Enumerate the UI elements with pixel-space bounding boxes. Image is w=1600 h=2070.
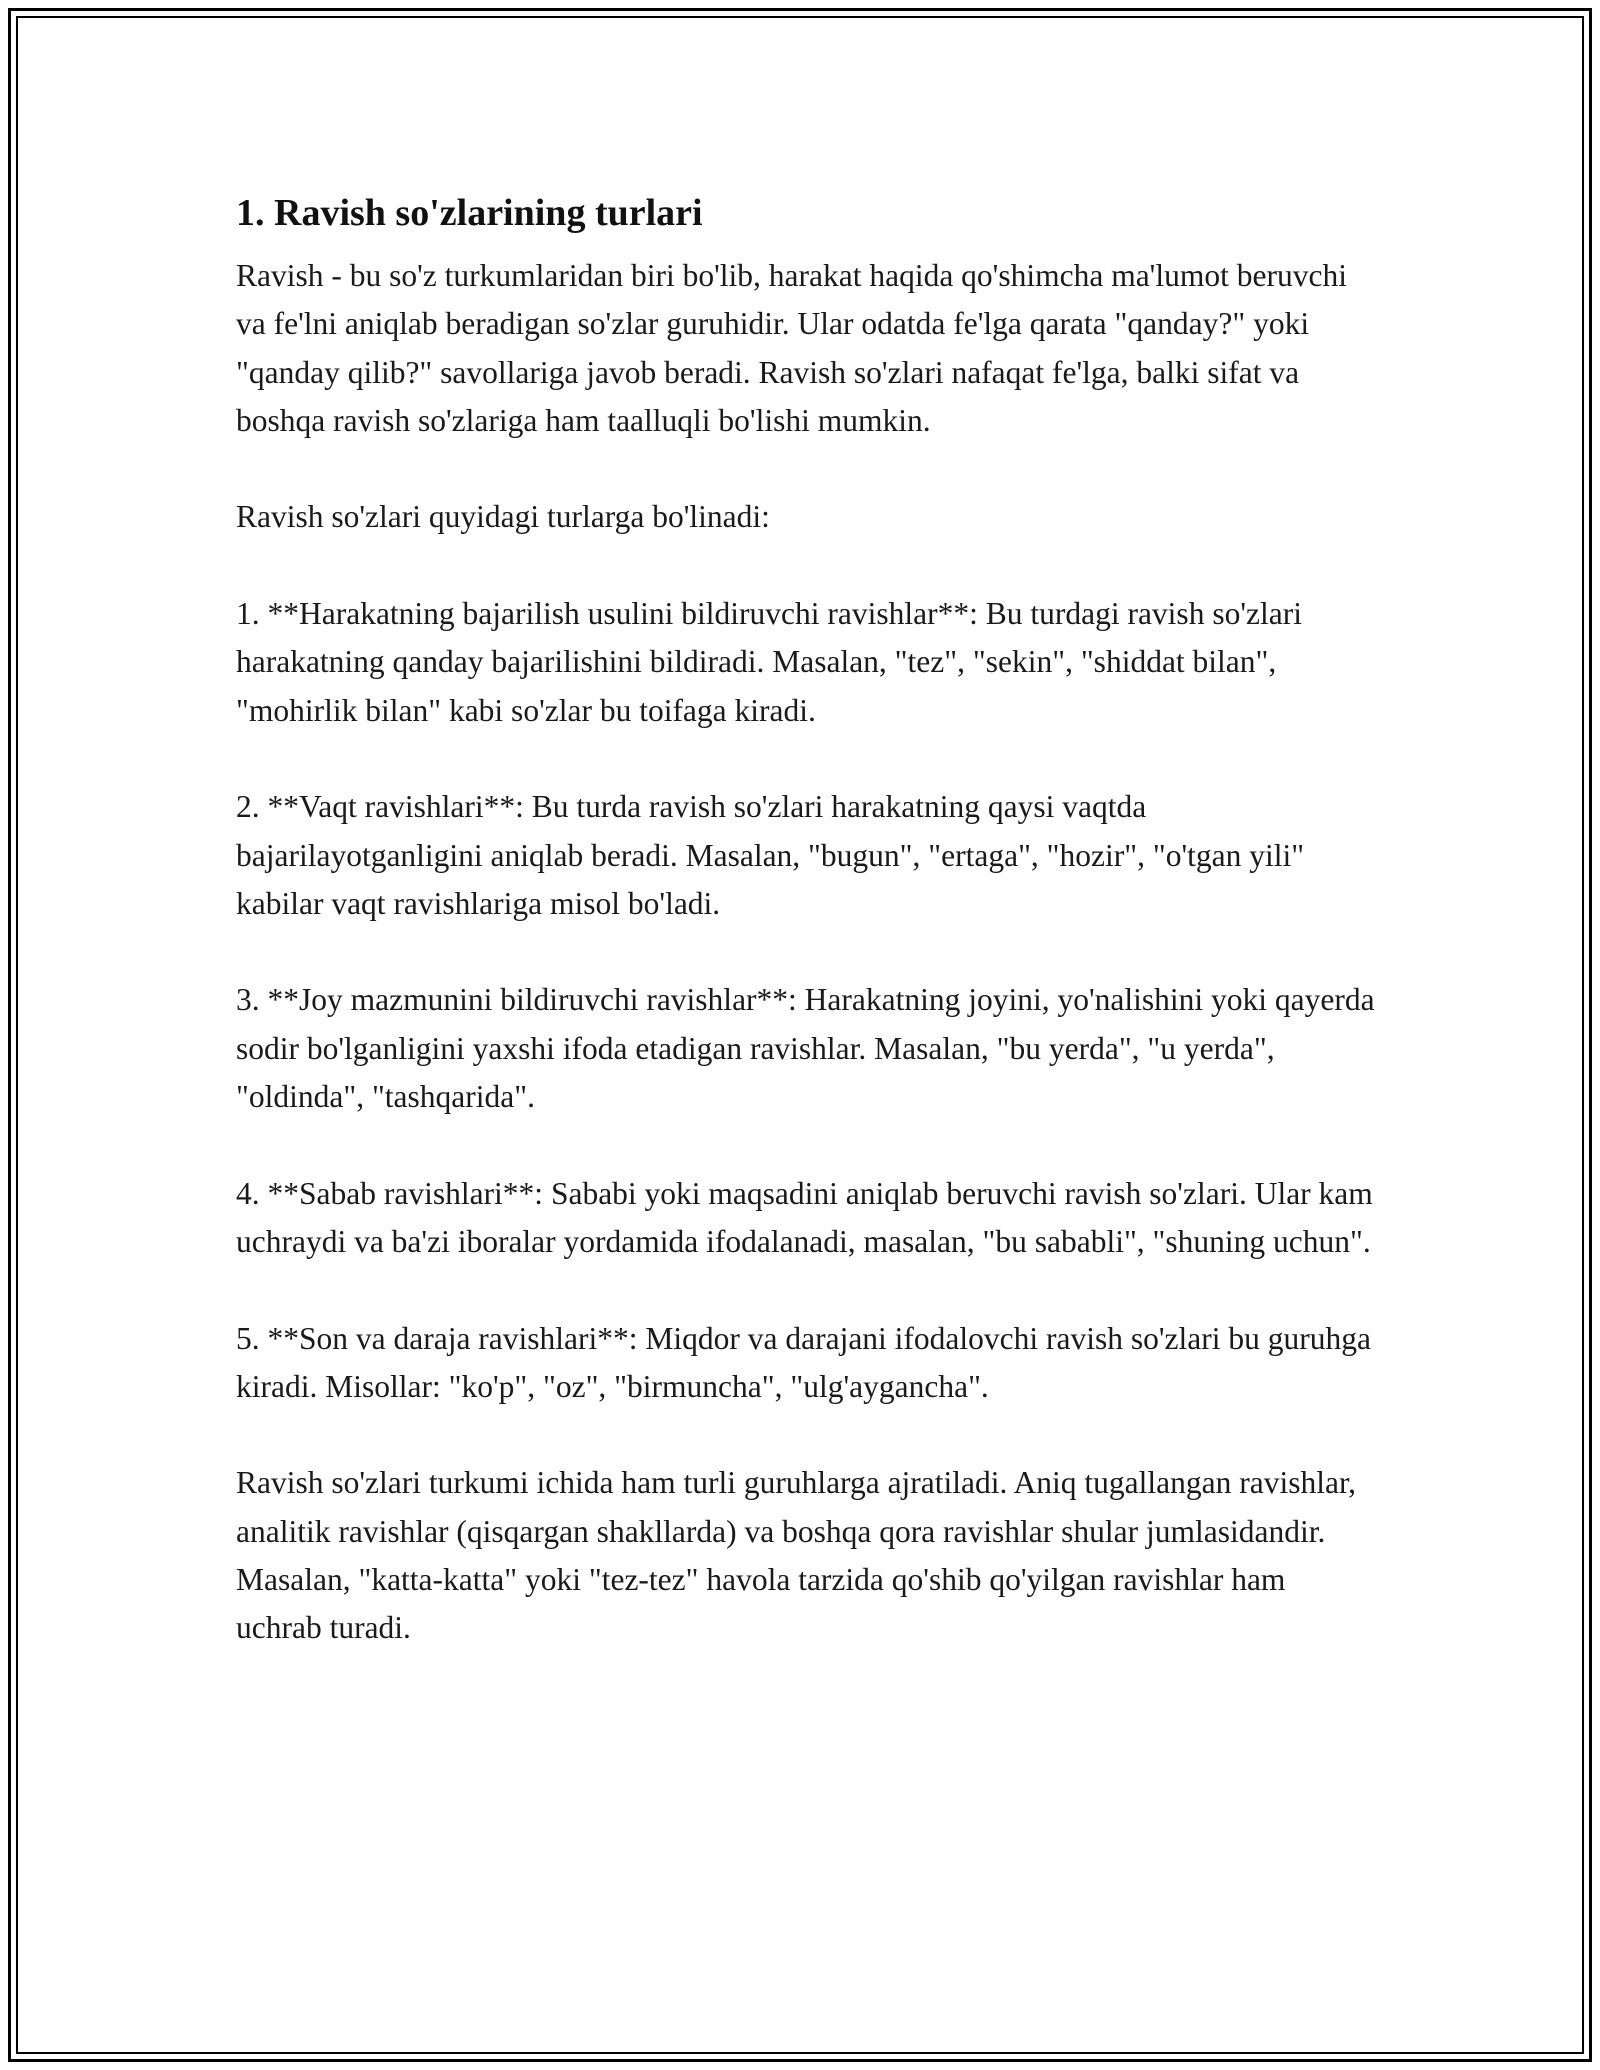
paragraph-intro: Ravish - bu so'z turkumlaridan biri bo'lib, harakat haqida qo'shimcha ma'lumot beruvchi va fe'lni aniqlab beradigan so'zlar guruhidir. Ular odatda fe'lga qarata "qanday?" yoki "qanday qilib?" savollariga javob beradi. Ravish so'zlari nafaqat fe'lga, balki sifat va boshqa ravish so'zlariga ham taalluqli bo'lishi mumkin. [236, 258, 1347, 438]
paragraph-type-1: 1. **Harakatning bajarilish usulini bildiruvchi ravishlar**: Bu turdagi ravish so'zlari harakatning qanday bajarilishini bildiradi. Masalan, "tez", "sekin", "shiddat bilan", "mohirlik bilan" kabi so'zlar bu toifaga kiradi. [236, 596, 1302, 728]
paragraph-type-3: 3. **Joy mazmunini bildiruvchi ravishlar**: Harakatning joyini, yo'nalishini yoki qayerda sodir bo'lganligini yaxshi ifoda etadigan ravishlar. Masalan, "bu yerda", "u yerda", "oldinda", "tashqarida". [236, 982, 1375, 1115]
paragraph-type-2: 2. **Vaqt ravishlari**: Bu turda ravish so'zlari harakatning qaysi vaqtda bajarilayotganligini aniqlab beradi. Masalan, "bugun", "ertaga", "hozir", "o'tgan yili" kabilar vaqt ravishlariga misol bo'ladi. [236, 789, 1305, 921]
paragraph-type-4: 4. **Sabab ravishlari**: Sababi yoki maqsadini aniqlab beruvchi ravish so'zlari. Ular kam uchraydi va ba'zi iboralar yordamida ifodalanadi, masalan, "bu sababli", "shuning uchun". [236, 1175, 1373, 1259]
document-body [236, 180, 1376, 1653]
paragraph-type-5: 5. **Son va daraja ravishlari**: Miqdor va darajani ifodalovchi ravish so'zlari bu guruhga kiradi. Misollar: "ko'p", "oz", "birmuncha", "ulg'aygancha". [236, 1320, 1371, 1404]
paragraph-types-intro: Ravish so'zlari quyidagi turlarga bo'linadi: [236, 499, 770, 535]
document-title: 1. Ravish so'zlarining turlari [236, 192, 703, 234]
paragraph-conclusion: Ravish so'zlari turkumi ichida ham turli guruhlarga ajratiladi. Aniq tugallangan ravishlar, analitik ravishlar (qisqargan shakllarda) va boshqa qora ravishlar shular jumlasidandir. Masalan, "katta-katta" yoki "tez-tez" havola tarzida qo'shib qo'yilgan ravishlar ham uchrab turadi. [236, 1465, 1357, 1646]
